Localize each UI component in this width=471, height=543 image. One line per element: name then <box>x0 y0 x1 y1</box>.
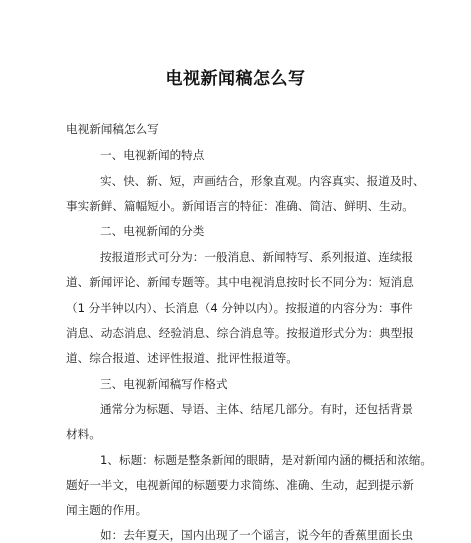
body-line: 如：去年夏天，国内出现了一个谣言，说今年的香蕉里面长虫 <box>100 528 414 542</box>
section-heading: 三、电视新闻稿写作格式 <box>100 377 228 391</box>
document-title: 电视新闻稿怎么写 <box>165 69 306 89</box>
body-line: 消息、动态消息、经验消息、综合消息等。按报道形式分为：典型报 <box>66 326 414 340</box>
body-line: 通常分为标题、导语、主体、结尾几部分。有时，还包括背景 <box>100 402 414 416</box>
body-line: 电视新闻稿怎么写 <box>66 122 159 136</box>
body-line: 材料。 <box>66 427 101 441</box>
section-heading: 一、电视新闻的特点 <box>100 148 205 162</box>
section-heading: 二、电视新闻的分类 <box>100 224 205 238</box>
body-line: （1 分半钟以内）、长消息（4 分钟以内）。按报道的内容分为：事件 <box>66 301 413 315</box>
body-line: 道、综合报道、述评性报道、批评性报道等。 <box>66 351 298 365</box>
body-line: 1、标题：标题是整条新闻的眼睛，是对新闻内涵的概括和浓缩。 <box>100 453 433 467</box>
body-line: 事实新鲜、篇幅短小。新闻语言的特征：准确、简洁、鲜明、生动。 <box>66 199 414 213</box>
body-line: 实、快、新、短，声画结合，形象直观。内容真实、报道及时、 <box>100 174 425 188</box>
body-line: 题好一半文，电视新闻的标题要力求简练、准确、生动，起到提示新 <box>66 478 414 492</box>
body-line: 闻主题的作用。 <box>66 503 148 517</box>
body-line: 按报道形式可分为：一般消息、新闻特写、系列报道、连续报 <box>100 250 414 264</box>
body-line: 道、新闻评论、新闻专题等。其中电视消息按时长不同分为：短消息 <box>66 275 414 289</box>
